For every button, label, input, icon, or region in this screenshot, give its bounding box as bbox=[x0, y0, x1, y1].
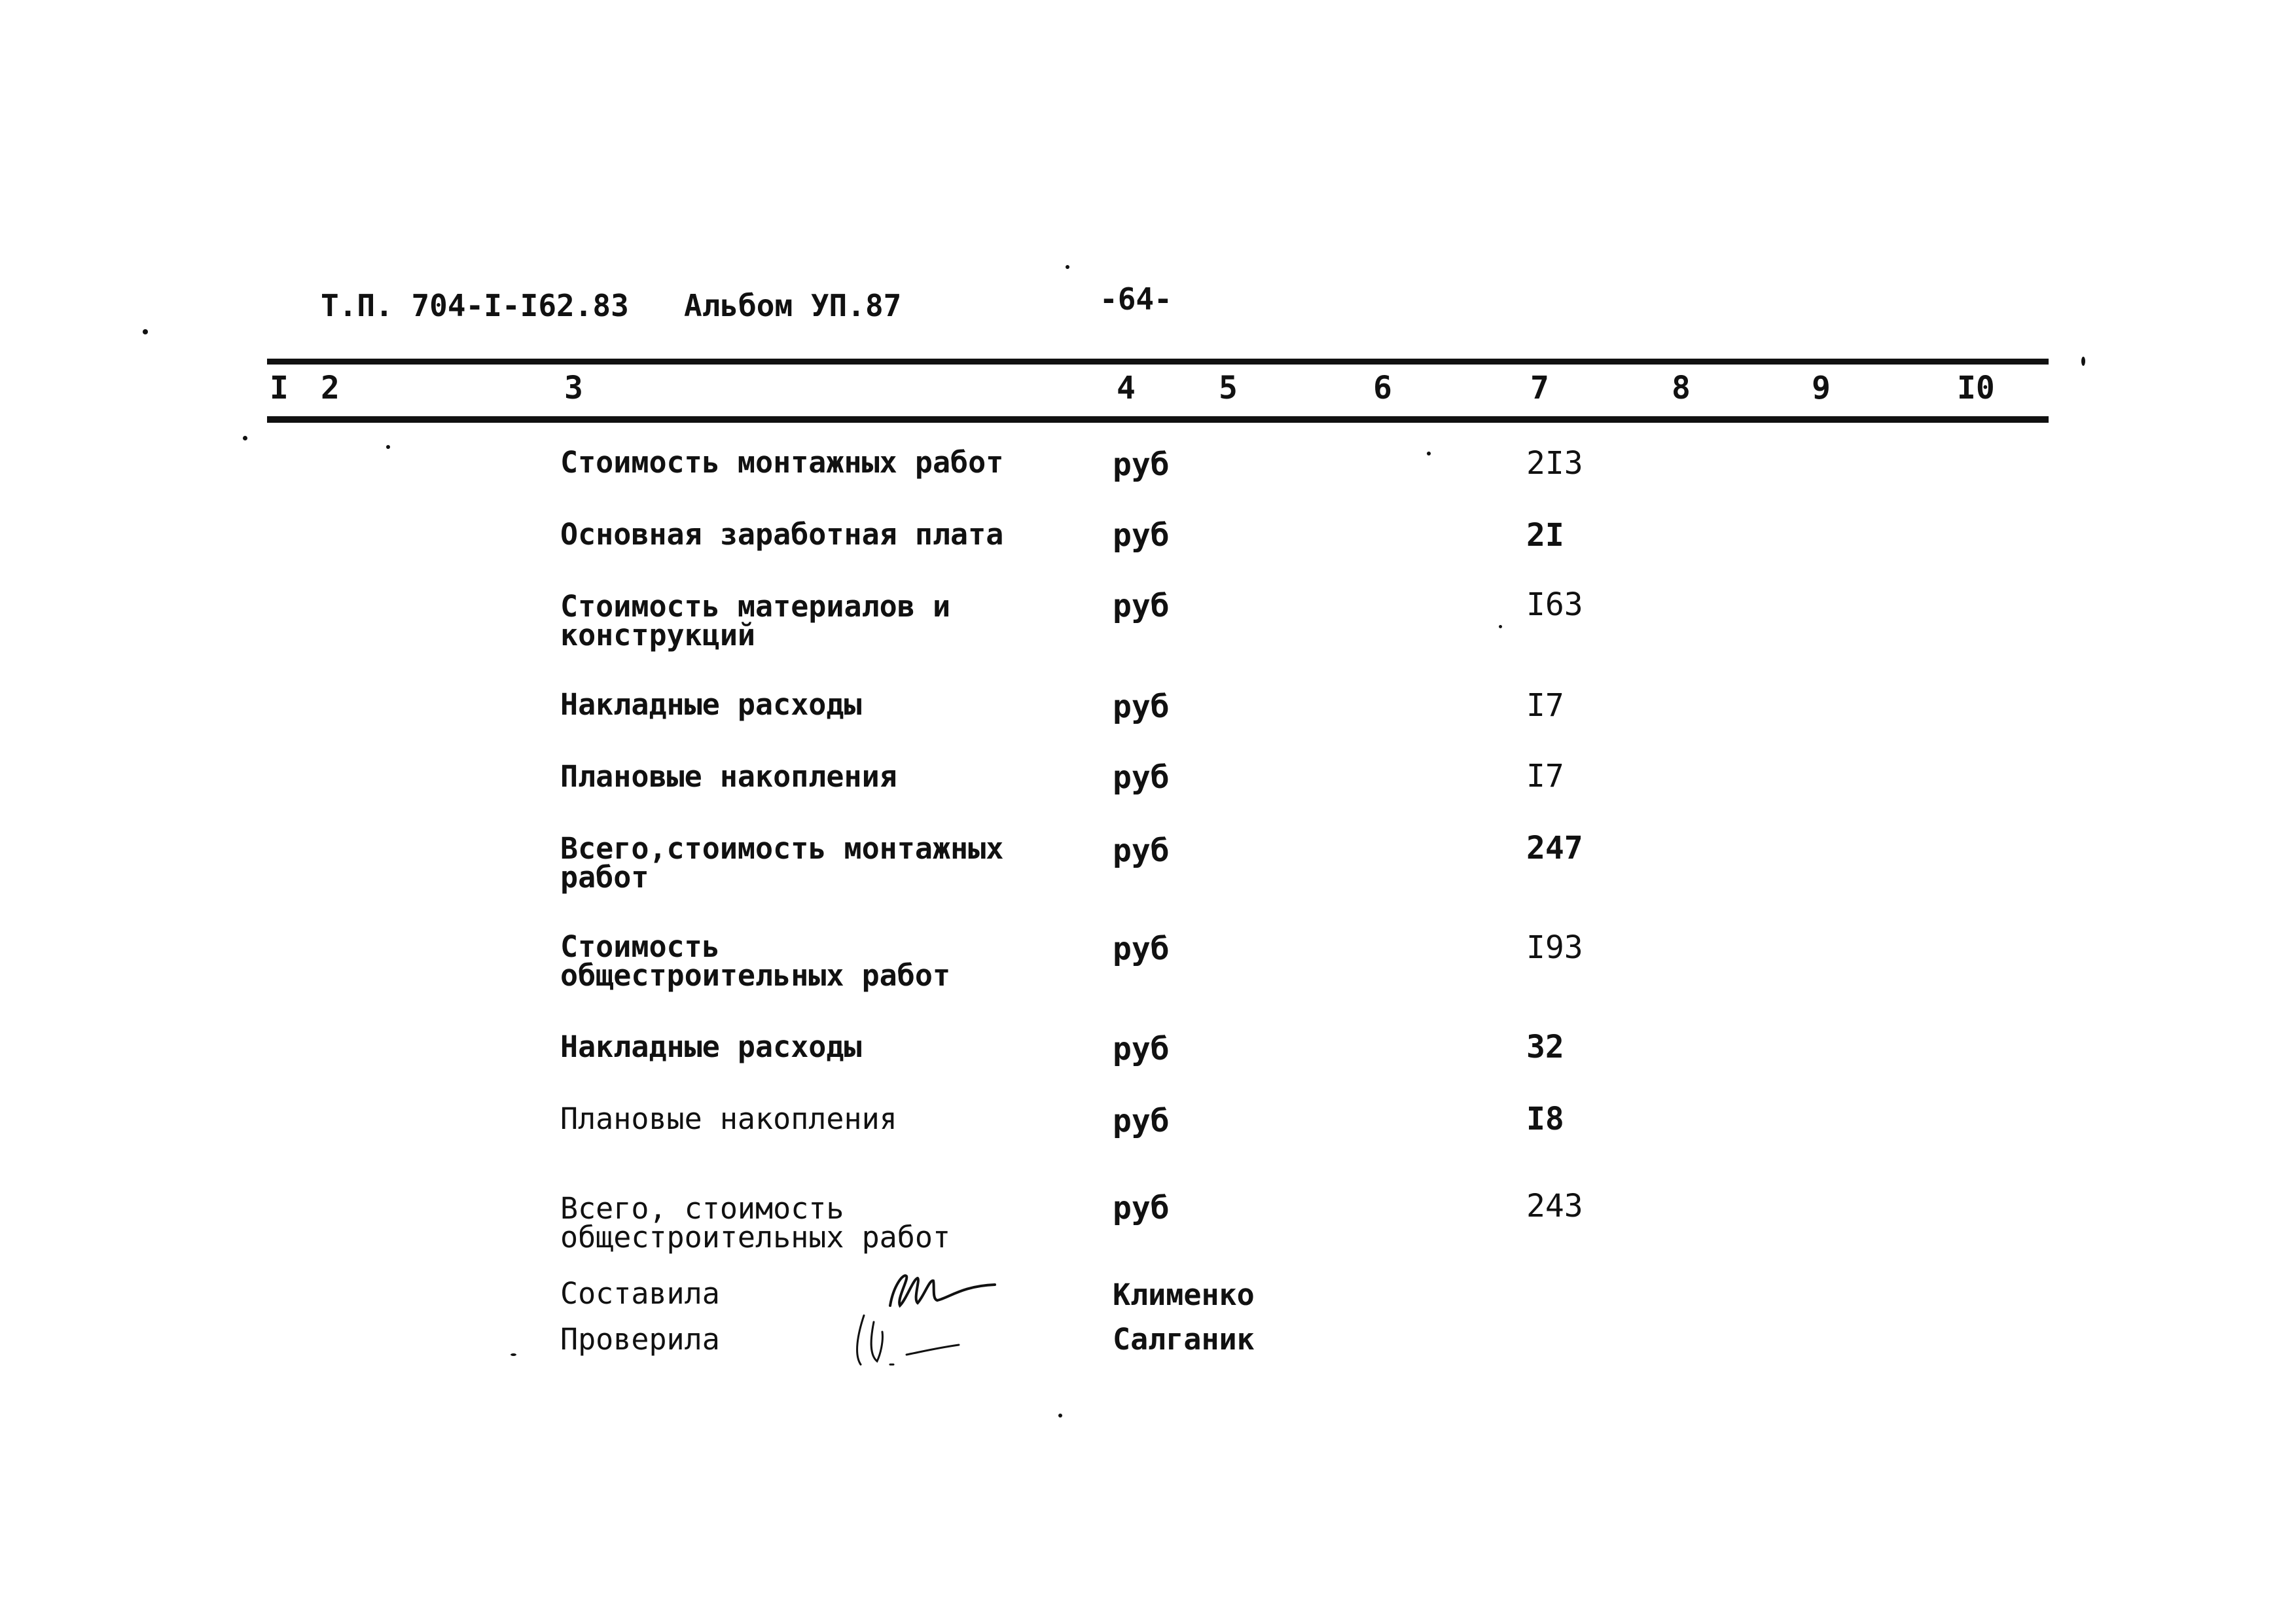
scan-speck bbox=[1427, 452, 1431, 455]
row-unit: руб bbox=[1113, 588, 1170, 624]
scan-speck bbox=[2081, 357, 2085, 366]
row-unit: руб bbox=[1113, 446, 1170, 483]
column-number: I bbox=[270, 370, 289, 406]
row-label: Плановые накопления bbox=[560, 759, 897, 794]
row-unit: руб bbox=[1113, 1031, 1170, 1067]
row-label: Плановые накопления bbox=[560, 1101, 897, 1136]
row-unit: руб bbox=[1113, 688, 1170, 725]
row-value: I93 bbox=[1526, 929, 1583, 966]
row-label: Накладные расходы bbox=[560, 1029, 862, 1064]
row-value: 247 bbox=[1526, 830, 1583, 866]
checked-by-name: Салганик bbox=[1113, 1322, 1255, 1357]
column-number: 4 bbox=[1117, 370, 1136, 406]
row-label: Стоимость материалов и конструкций bbox=[560, 589, 951, 652]
row-unit: руб bbox=[1113, 931, 1170, 967]
row-unit: руб bbox=[1113, 832, 1170, 869]
scan-speck bbox=[243, 436, 247, 440]
row-label: Основная заработная плата bbox=[560, 517, 1004, 552]
doc-code: Т.П. 704-I-I62.83 bbox=[321, 288, 629, 323]
compiled-by-label: Составила bbox=[560, 1276, 720, 1311]
column-number: 8 bbox=[1672, 370, 1691, 406]
page-number: -64- bbox=[1100, 281, 1172, 317]
row-label: Всего, стоимость общестроительных работ bbox=[560, 1191, 951, 1255]
row-value: 2I3 bbox=[1526, 445, 1583, 482]
row-value: I8 bbox=[1526, 1101, 1564, 1137]
column-number: I0 bbox=[1957, 370, 1995, 406]
row-value: I63 bbox=[1526, 586, 1583, 623]
row-unit: руб bbox=[1113, 1103, 1170, 1139]
row-label: Стоимость монтажных работ bbox=[560, 445, 1004, 480]
album-number: Альбом УП.87 bbox=[684, 288, 902, 323]
row-label: Стоимость общестроительных работ bbox=[560, 929, 951, 993]
column-number: 3 bbox=[564, 370, 583, 406]
column-number: 7 bbox=[1530, 370, 1549, 406]
checked-by-label: Проверила bbox=[560, 1322, 720, 1357]
table-top-rule bbox=[267, 359, 2049, 365]
column-number: 5 bbox=[1219, 370, 1238, 406]
row-value: I7 bbox=[1526, 687, 1564, 724]
scan-speck bbox=[1066, 265, 1069, 269]
row-label: Накладные расходы bbox=[560, 687, 862, 722]
scan-speck bbox=[1499, 625, 1502, 628]
column-number: 6 bbox=[1373, 370, 1392, 406]
scan-speck bbox=[143, 329, 148, 334]
row-unit: руб bbox=[1113, 517, 1170, 554]
column-number: 9 bbox=[1812, 370, 1831, 406]
row-value: 32 bbox=[1526, 1029, 1564, 1065]
table-header-bottom-rule bbox=[267, 416, 2049, 423]
compiled-by-name: Клименко bbox=[1113, 1277, 1255, 1312]
scan-speck bbox=[386, 445, 390, 449]
row-unit: руб bbox=[1113, 759, 1170, 796]
row-label: Всего,стоимость монтажных работ bbox=[560, 831, 1004, 895]
column-number: 2 bbox=[321, 370, 340, 406]
row-value: 243 bbox=[1526, 1188, 1583, 1224]
scan-speck bbox=[511, 1353, 516, 1356]
row-unit: руб bbox=[1113, 1190, 1170, 1226]
scan-speck bbox=[1058, 1414, 1062, 1418]
row-value: 2I bbox=[1526, 517, 1564, 554]
checker-signature bbox=[844, 1302, 975, 1374]
row-value: I7 bbox=[1526, 758, 1564, 794]
